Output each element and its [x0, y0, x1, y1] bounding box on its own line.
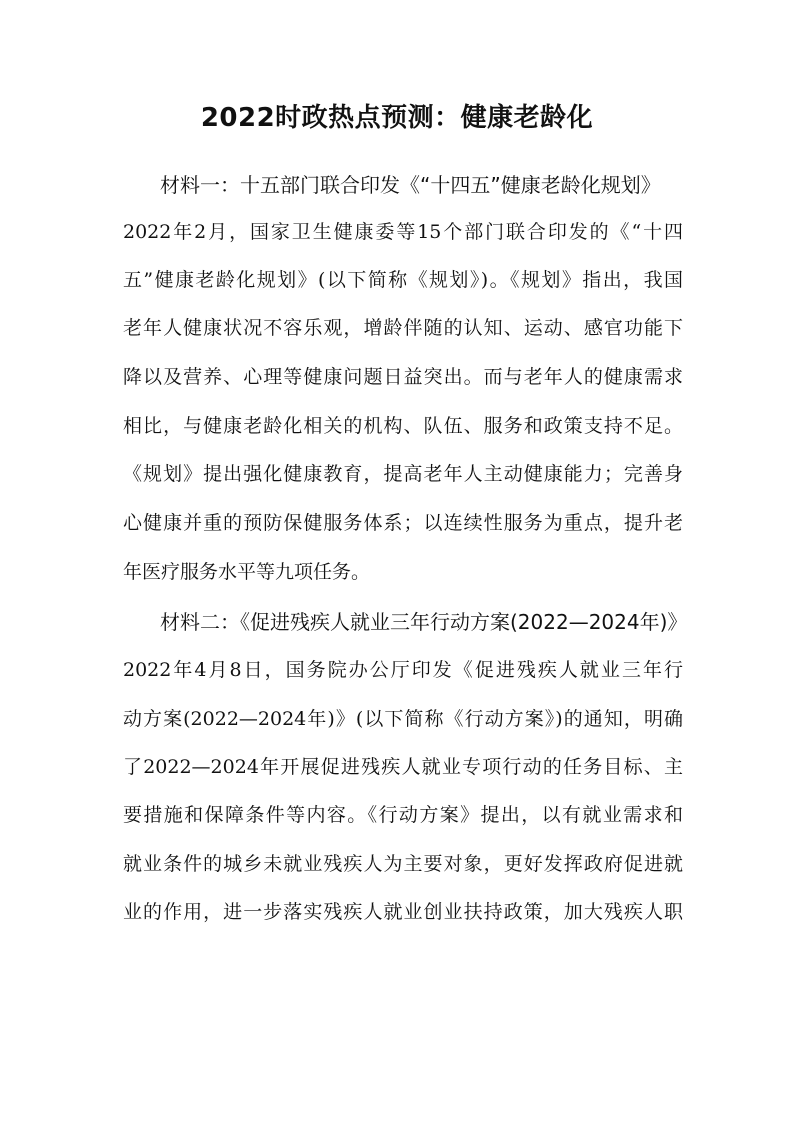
- section1-line-3: 老年人健康状况不容乐观，增龄伴随的认知、运动、感官功能下: [123, 317, 683, 339]
- section2-line-3: 了2022—2024年开展促进残疾人就业专项行动的任务目标、主: [123, 756, 683, 778]
- section1-line-8: 年医疗服务水平等九项任务。: [123, 561, 371, 583]
- section1-line-4: 降以及营养、心理等健康问题日益突出。而与老年人的健康需求: [123, 366, 683, 388]
- section1-line-2: 五”健康老龄化规划》(以下简称《规划》)。《规划》指出，我国: [123, 269, 683, 291]
- page-title: 2022时政热点预测：健康老龄化: [200, 103, 594, 133]
- section1-line-6: 《规划》提出强化健康教育，提高老年人主动健康能力；完善身: [123, 463, 683, 485]
- section1-heading: 材料一：十五部门联合印发《“十四五”健康老龄化规划》: [160, 173, 661, 197]
- section1-line-7: 心健康并重的预防保健服务体系；以连续性服务为重点，提升老: [123, 512, 683, 534]
- section2-heading: 材料二：《促进残疾人就业三年行动方案(2022—2024年)》: [160, 610, 688, 634]
- section1-line-5: 相比，与健康老龄化相关的机构、队伍、服务和政策支持不足。: [123, 415, 683, 437]
- section2-line-6: 业的作用，进一步落实残疾人就业创业扶持政策，加大残疾人职: [123, 901, 683, 923]
- section2-line-2: 动方案(2022—2024年)》(以下简称《行动方案》)的通知，明确: [123, 708, 683, 730]
- section2-line-1: 2022年4月8日，国务院办公厅印发《促进残疾人就业三年行: [123, 659, 683, 681]
- section1-line-1: 2022年2月，国家卫生健康委等15个部门联合印发的《“十四: [123, 221, 683, 243]
- section2-line-5: 就业条件的城乡未就业残疾人为主要对象，更好发挥政府促进就: [123, 853, 683, 875]
- section2-line-4: 要措施和保障条件等内容。《行动方案》提出，以有就业需求和: [123, 804, 683, 826]
